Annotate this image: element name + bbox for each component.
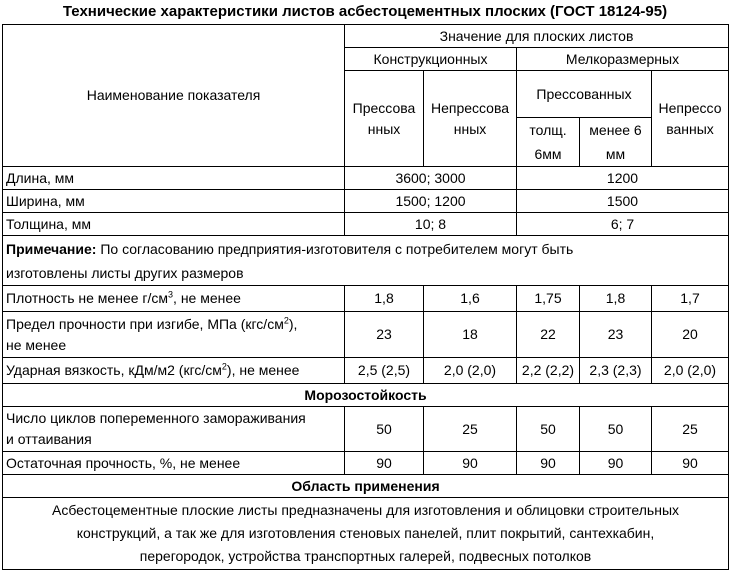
- value-cell: 3600; 3000: [345, 167, 517, 190]
- value-cell: 20: [652, 312, 729, 358]
- table-title: Технические характеристики листов асбестоцементных плоских (ГОСТ 18124-95): [62, 3, 668, 20]
- header-thick-line2: 6мм: [534, 146, 562, 162]
- value-cell: 90: [517, 452, 580, 475]
- value-cell: 50: [517, 407, 580, 452]
- value-cell: 2,0 (2,0): [652, 358, 729, 384]
- value-cell: 1,8: [580, 286, 652, 312]
- value-cell: 22: [517, 312, 580, 358]
- value-cell: 23: [580, 312, 652, 358]
- table-row: [3, 286, 729, 312]
- strength-sup: 2: [283, 314, 289, 325]
- value-cell: 1,7: [652, 286, 729, 312]
- header-pressed: [345, 71, 424, 167]
- row-label: Остаточная прочность, %, не менее: [3, 452, 345, 475]
- note-row: [3, 236, 729, 286]
- value-cell: 2,3 (2,3): [580, 358, 652, 384]
- impact-label: Ударная вязкость, кДм/м2 (кгс/см: [6, 362, 222, 378]
- note-label: Примечание:: [6, 240, 97, 257]
- section-row: [3, 475, 729, 498]
- value-cell: 23: [345, 312, 424, 358]
- impact-label-tail: ), не менее: [226, 362, 300, 378]
- header-pressed-line2: нных: [367, 120, 401, 137]
- row-label: Длина, мм: [3, 167, 345, 190]
- header-nonpressed-small-line1: Непрессо: [658, 99, 722, 116]
- value-cell: 1,75: [517, 286, 580, 312]
- value-cell: 18: [424, 312, 517, 358]
- value-cell: 50: [580, 407, 652, 452]
- application-line-3: перегородок, устройства транспортных галерей, подвесных потолков: [139, 548, 592, 564]
- header-nonpressed-small: [652, 71, 729, 167]
- row-label: [3, 286, 345, 312]
- header-thick: [517, 118, 580, 167]
- header-nonpressed: [424, 71, 517, 167]
- section-row: [3, 384, 729, 407]
- header-pressed-line1: Прессова: [352, 99, 416, 116]
- value-cell: 1,6: [424, 286, 517, 312]
- value-cell: 10; 8: [345, 213, 517, 236]
- header-pressed-small: Прессованных: [517, 71, 652, 118]
- header-indicator: Наименование показателя: [3, 25, 345, 167]
- value-cell: 1,8: [345, 286, 424, 312]
- application-title: Область применения: [3, 475, 729, 498]
- value-cell: 1500; 1200: [345, 190, 517, 213]
- value-cell: 90: [345, 452, 424, 475]
- value-cell: 25: [424, 407, 517, 452]
- application-line-1: Асбестоцементные плоские листы предназначены для изготовления и облицовки строительных: [51, 502, 680, 518]
- row-label: Ширина, мм: [3, 190, 345, 213]
- header-small-size: Мелкоразмерных: [517, 48, 729, 71]
- note-cell: [3, 236, 729, 286]
- note-text-2: изготовлены листы других размеров: [6, 264, 244, 281]
- cycles-label-1: Число циклов попеременного замораживания: [6, 410, 306, 426]
- header-less-line1: менее 6: [589, 122, 642, 138]
- value-cell: 2,5 (2,5): [345, 358, 424, 384]
- value-cell: 90: [580, 452, 652, 475]
- header-less: [580, 118, 652, 167]
- strength-label-tail: ),: [288, 315, 298, 332]
- frost-title: Морозостойкость: [3, 384, 729, 407]
- row-label: [3, 312, 345, 358]
- strength-label: Предел прочности при изгибе, МПа (кгс/см: [6, 315, 284, 332]
- application-row: [3, 498, 729, 570]
- table-row: [3, 213, 729, 236]
- density-sup: 3: [168, 289, 174, 300]
- header-value-for: Значение для плоских листов: [345, 25, 729, 48]
- value-cell: 6; 7: [517, 213, 729, 236]
- header-less-line2: мм: [605, 146, 626, 162]
- table-row: [3, 452, 729, 475]
- value-cell: 1200: [517, 167, 729, 190]
- header-nonpressed-line1: Непрессова: [430, 99, 510, 116]
- table-row: [3, 190, 729, 213]
- cycles-label-2: и оттаивания: [6, 431, 92, 447]
- application-line-2: конструкций, а так же для изготовления стеновых панелей, плит покрытий, сантехкабин,: [76, 525, 655, 541]
- strength-label-2: не менее: [6, 336, 67, 353]
- row-label: Толщина, мм: [3, 213, 345, 236]
- table-row: [3, 167, 729, 190]
- header-structural: Конструкционных: [345, 48, 517, 71]
- row-label: [3, 407, 345, 452]
- header-nonpressed-line2: нных: [453, 120, 487, 137]
- density-label: Плотность не менее г/см: [6, 290, 169, 306]
- value-cell: 2,0 (2,0): [424, 358, 517, 384]
- value-cell: 90: [424, 452, 517, 475]
- header-thick-line1: толщ.: [529, 122, 567, 138]
- table-row: [3, 358, 729, 384]
- specs-table: [2, 24, 729, 570]
- note-text: По согласованию предприятия-изготовителя с потребителем могут быть: [100, 240, 574, 257]
- table-row: [3, 407, 729, 452]
- value-cell: 2,2 (2,2): [517, 358, 580, 384]
- value-cell: 25: [652, 407, 729, 452]
- application-text: [3, 498, 729, 570]
- value-cell: 50: [345, 407, 424, 452]
- row-label: [3, 358, 345, 384]
- header-nonpressed-small-line2: ванных: [666, 120, 714, 137]
- value-cell: 90: [652, 452, 729, 475]
- table-row: [3, 312, 729, 358]
- density-label-tail: , не менее: [173, 290, 241, 306]
- impact-sup: 2: [221, 361, 227, 372]
- value-cell: 1500: [517, 190, 729, 213]
